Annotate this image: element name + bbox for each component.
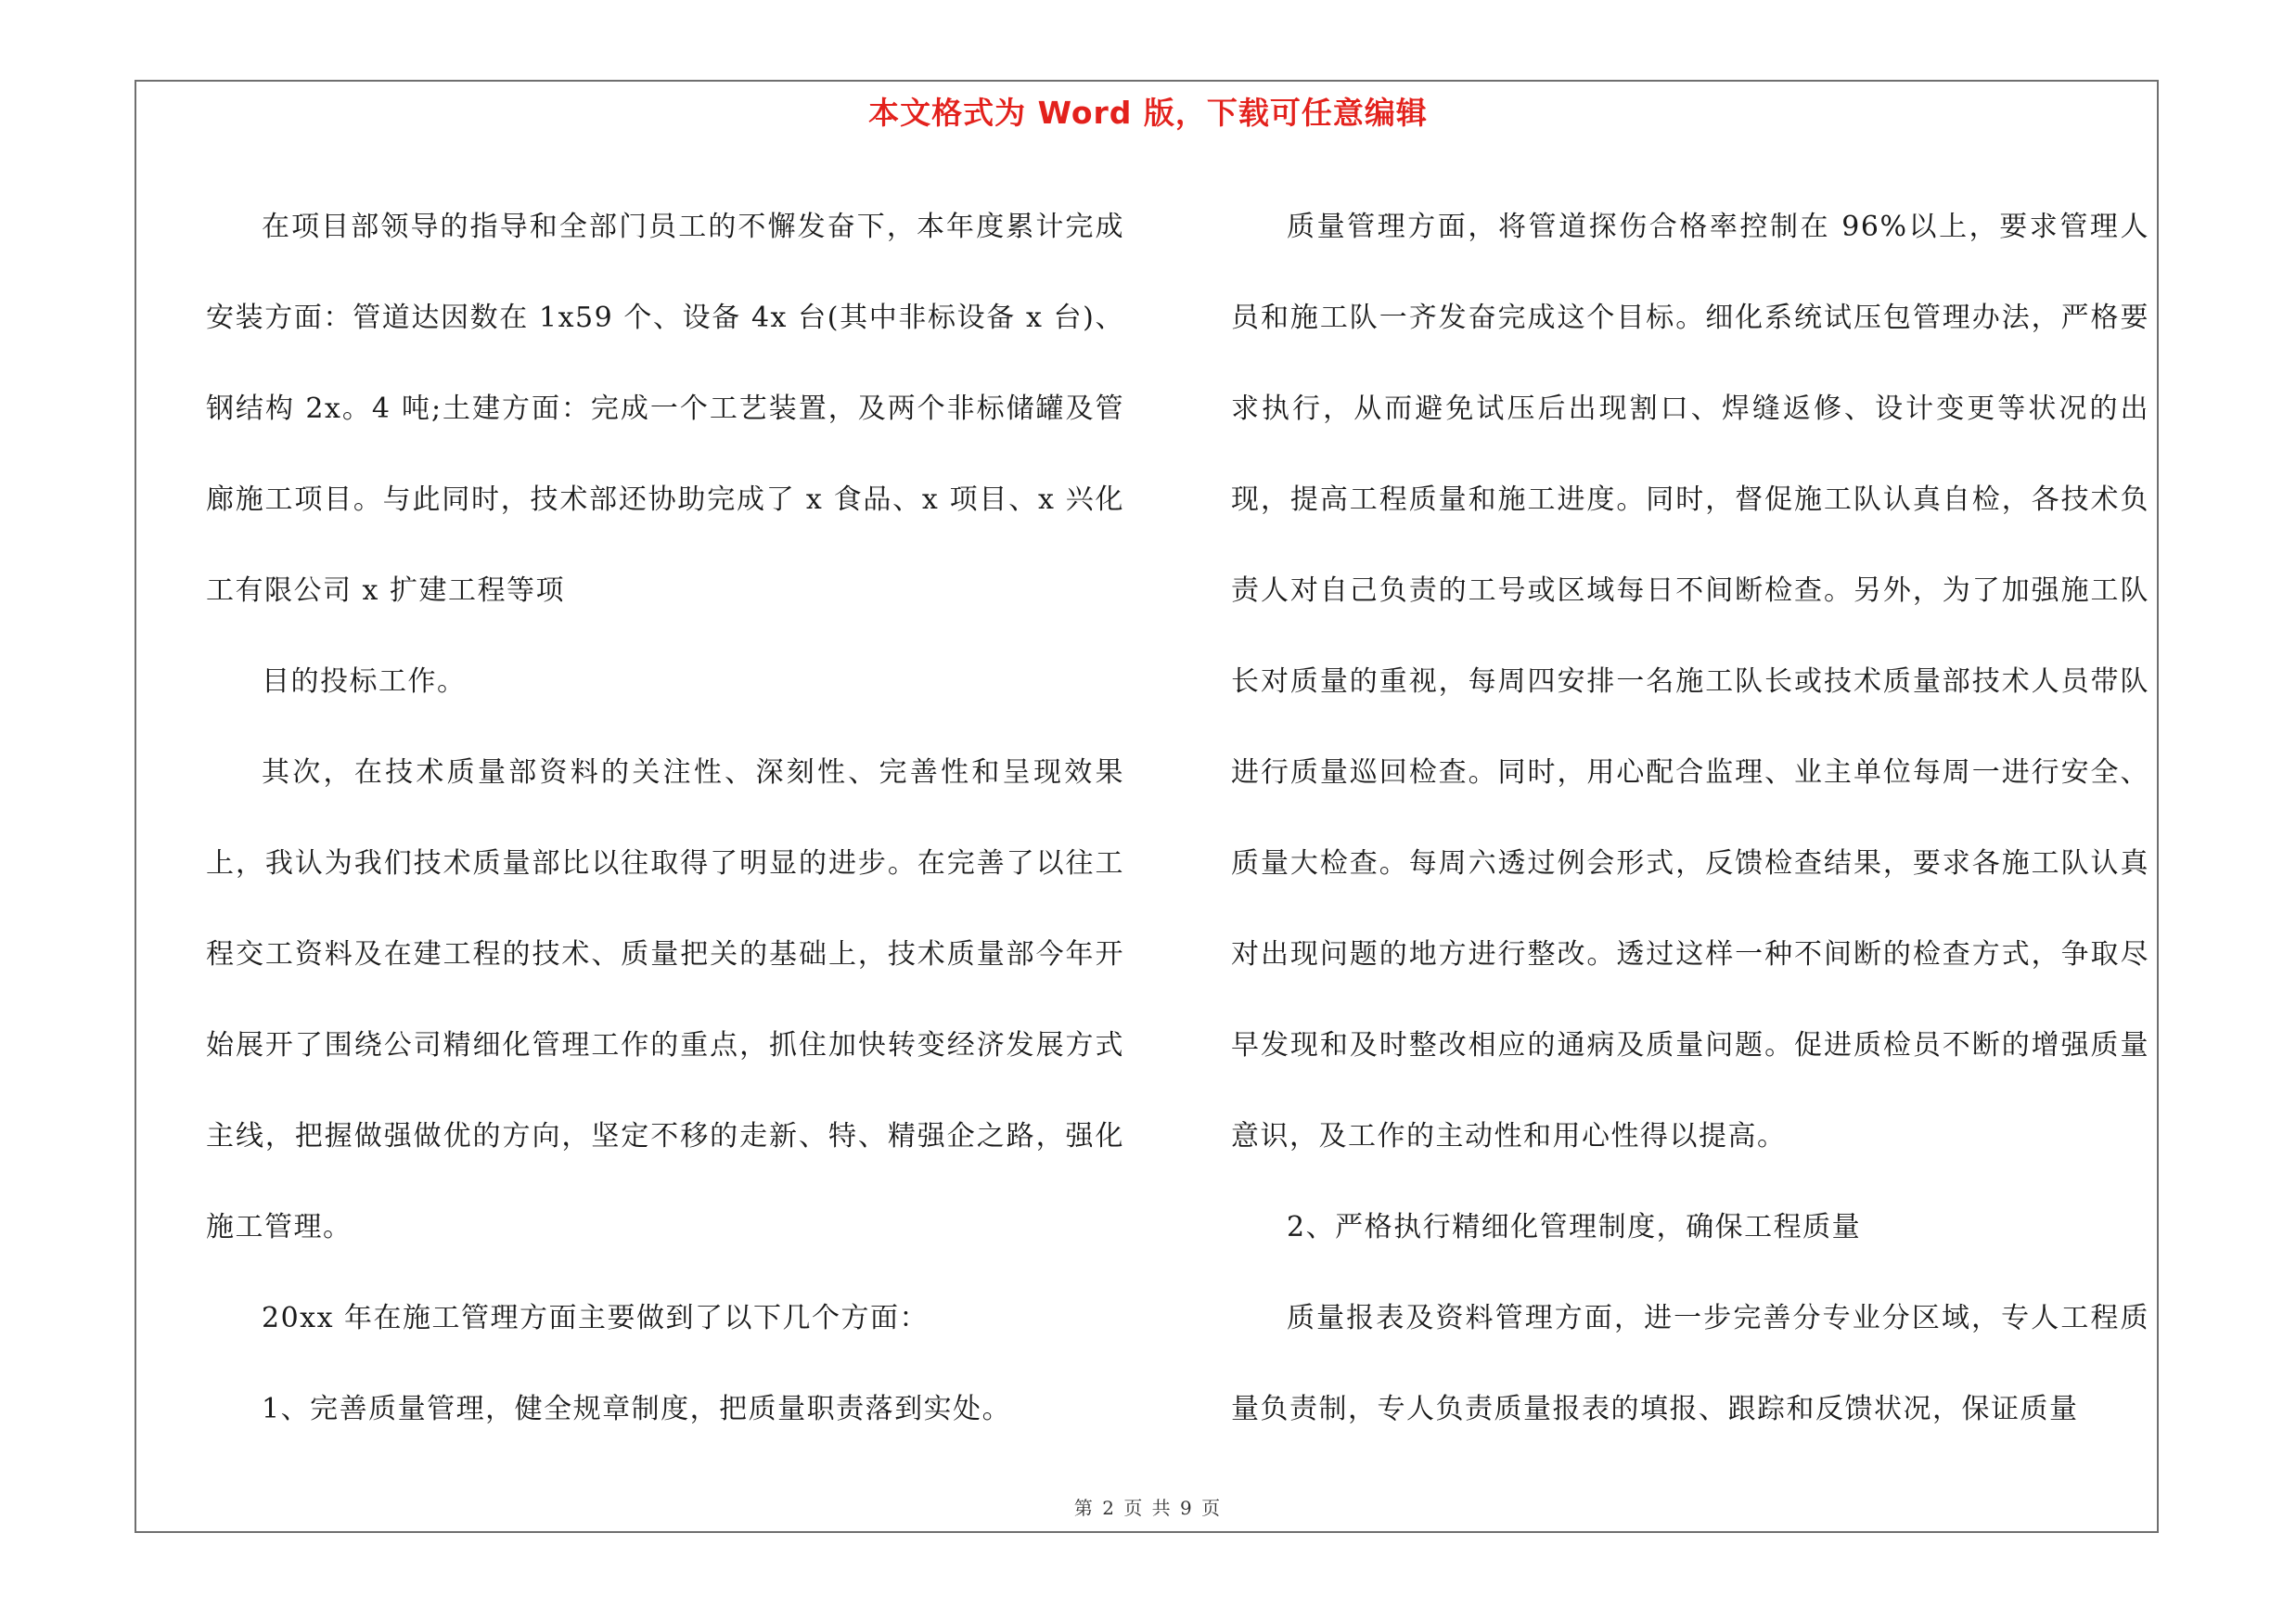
paragraph-item-2-heading: 2、严格执行精细化管理制度，确保工程质量 xyxy=(1287,1211,1862,1243)
paragraph-technical-progress: 其次，在技术质量部资料的关注性、深刻性、完善性和呈现效果上，我认为我们技术质量部比以往取得了明显的进步。在完善了以往工程交工资料及在建工程的技术、质量把关的基础上，技术质量部今年开始展开了围绕公司精细化管理工作的重点，抓住加快转变经济发展方式主线，把握做强做优的方向，坚定不移的走新、特、精强企之路，强化施工管理。 xyxy=(206,756,1124,1243)
right-text-column xyxy=(1231,182,2149,1455)
format-notice-banner: 本文格式为 Word 版，下载可任意编辑 xyxy=(868,95,1428,131)
paragraph-quality-reports: 质量报表及资料管理方面，进一步完善分专业分区域，专人工程质量负责制，专人负责质量报表的填报、跟踪和反馈状况，保证质量 xyxy=(1231,1302,2149,1425)
paragraph-item-1-heading: 1、完善质量管理，健全规章制度，把质量职责落到实处。 xyxy=(262,1393,1012,1425)
page-number: 第 2 页 共 9 页 xyxy=(1073,1497,1223,1519)
left-text-column xyxy=(206,182,1124,1455)
paragraph-construction-intro: 20xx 年在施工管理方面主要做到了以下几个方面： xyxy=(262,1302,930,1334)
paragraph-bidding-work: 目的投标工作。 xyxy=(262,665,467,698)
paragraph-annual-summary: 在项目部领导的指导和全部门员工的不懈发奋下，本年度累计完成安装方面：管道达因数在 1x59 个、设备 4x 台(其中非标设备 x 台)、钢结构 2x。4 吨;土建方面：完成一个工艺装置，及两个非标储罐及管廊施工项目。与此同时，技术部还协助完成了 x 食品、x 项目、x 兴化工有限公司 x 扩建工程等项 xyxy=(206,211,1124,607)
paragraph-quality-management: 质量管理方面，将管道探伤合格率控制在 96%以上，要求管理人员和施工队一齐发奋完成这个目标。细化系统试压包管理办法，严格要求执行，从而避免试压后出现割口、焊缝返修、设计变更等状况的出现，提高工程质量和施工进度。同时，督促施工队认真自检，各技术负责人对自己负责的工号或区域每日不间断检查。另外，为了加强施工队长对质量的重视，每周四安排一名施工队长或技术质量部技术人员带队进行质量巡回检查。同时，用心配合监理、业主单位每周一进行安全、质量大检查。每周六透过例会形式，反馈检查结果，要求各施工队认真对出现问题的地方进行整改。透过这样一种不间断的检查方式，争取尽早发现和及时整改相应的通病及质量问题。促进质检员不断的增强质量意识，及工作的主动性和用心性得以提高。 xyxy=(1231,211,2149,1153)
